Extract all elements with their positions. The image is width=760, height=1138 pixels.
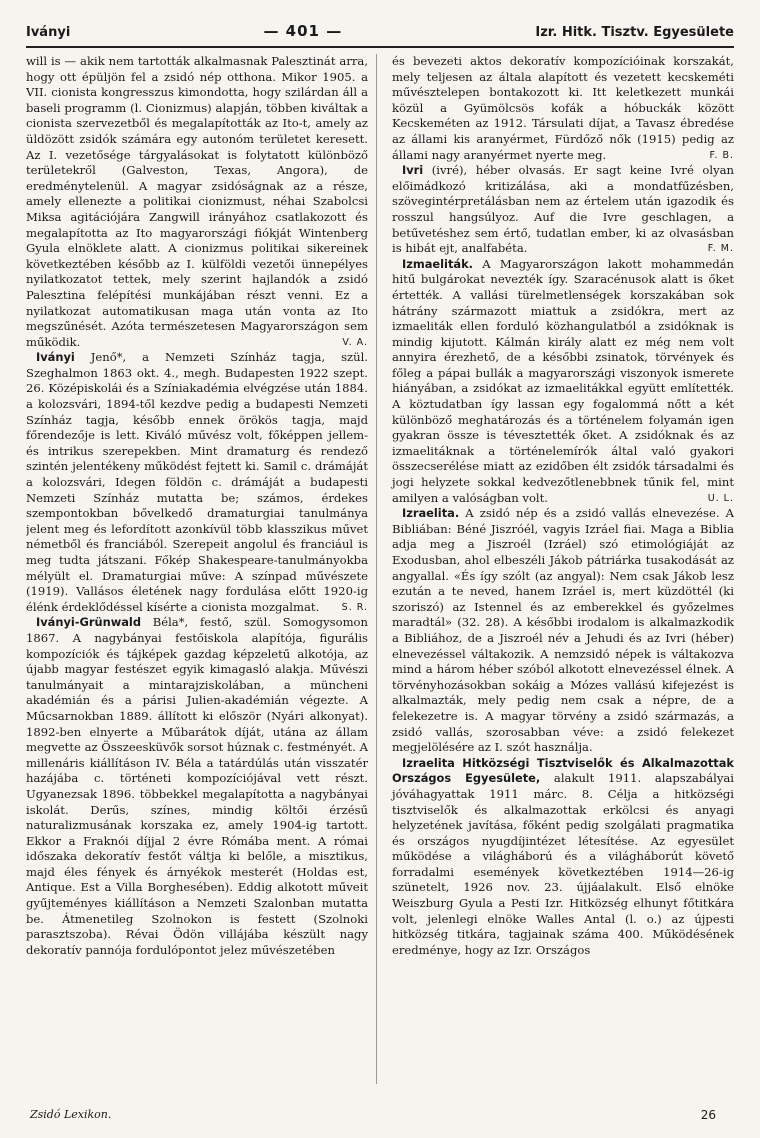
header-rule xyxy=(26,46,734,48)
running-header xyxy=(26,22,734,44)
entry-headword: Izraelita Hitközségi Tisztviselők és Alkalmazottak Országos Egyesülete, xyxy=(392,755,734,786)
header-page-number: — 401 — xyxy=(263,22,343,40)
entry-ivri: Ivri (ivré), héber olvasás. Er sagt keine Ivré olyan előimádkozó kritizálása, aki a mondatfűzésben, szövegintérpretálásban nem az értelem után igazodik és rosszul hangsúlyoz. Auf die Ivre geschlagen, a betűvetéshez sem értő, tudatlan ember, ki az olvasásban is hibát ejt, analfabéta. F. M. xyxy=(392,163,734,256)
entry-signature: F. B. xyxy=(709,149,734,161)
entry-izr-hitkozsegi-egyesulet: Izraelita Hitközségi Tisztviselők és Alkalmazottak Országos Egyesülete, alakult 1911. alapszabályai jóváhagyattak 1911 márc. 8. Célja a hitközségi tisztviselők és alkalmazottak erkölcsi és anyagi helyzetének javítása, főként pedig szolgálati pragmatika és országos nyugdíjintézet létesítése. Az egyesület működése a világháború és a világháborút követő forradalmi események következtében 1914—26-ig szünetelt, 1926 nov. 23. újjáalakult. Első elnöke Weiszburg Gyula a Pesti Izr. Hitközség elhunyt főtitkára volt, jelenlegi elnöke Walles Antal (l. o.) az újpesti hitközség titkára, tagjainak száma 400. Működésének eredménye, hogy az Izr. Országos xyxy=(392,755,734,957)
entry-ito-continued: will is — akik nem tartották alkalmasnak Palesztinát arra, hogy ott épüljön fel a zsidó nép otthona. Mikor 1905. a VII. cionista kongresszus kimondotta, hogy szilárdan áll a baseli programm (l. Cionizmus) alapján, többen kiváltak a cionista szervezetből és megalapították az Ito-t, amely az üldözött zsidók számára egy autonóm területet keresett. Az I. vezetősége tárgyalásokat is folytatott különböző területekről (Galveston, Texas, Angora), de eredménytelenül. A magyar zsidóságnak az a része, amely ellenezte a politikai cionizmust, néhai Szabolcsi Miksa agitációjára Zangwill irányához csatlakozott és megalapította az Ito magyarországi fiókját Wintenberg Gyula elnöklete alatt. A cionizmus politikai sikereinek következtében később az I. külföldi vezetői ünnepélyes nyilatkozatot tettek, mely szerint hajlandók a zsidó Palesztina felépítési munkájában részt venni. Ez a nyilatkozat automatikusan maga után vonta az Ito megszűnését. Azóta természetesen Magyarországon sem működik. V. A. xyxy=(26,54,368,349)
entry-signature: V. A. xyxy=(342,336,368,348)
text-columns xyxy=(26,54,734,1084)
footer-title: Zsidó Lexikon. xyxy=(30,1108,112,1121)
entry-headword: Iványi xyxy=(36,350,75,365)
entry-signature: F. M. xyxy=(707,243,734,255)
entry-headword: Izmaeliták. xyxy=(402,256,473,271)
entry-signature: U. L. xyxy=(707,492,734,504)
header-left-headword: Iványi xyxy=(26,25,71,40)
entry-izmaelitak: Izmaeliták. A Magyarországon lakott mohammedán hitű bulgárokat nevezték így. Szaracénusok alatt is őket értették. A vallási türelmetlenségek korszakában sok hátrány származott miattuk a zsidókra, mert az izmaeliták ellen forduló közhangulatból a zsidóknak is mindig kijutott. Kálmán király alatt ez még nem volt annyira érezhető, de a későbbi zsinatok, törvények és főleg a pápai bullák a magyarországi viszonyok ismerete hiányában, a zsidókat az izmaelitákkal együtt említették. A köztudatban így lassan egy fogalommá nőtt a két különböző meghatározás és a történelem folyamán igen gyakran össze is tévesztették őket. A zsidóknak és az izmaelitáknak a történelemírók által való gyakori összecserélése miatt az ezidőben élt zsidók társadalmi és jogi helyzete sokkal kedvezőtlenebbnek tűnik fel, mint amilyen a valóságban volt. U. L. xyxy=(392,256,734,505)
entry-izraelita: Izraelita. A zsidó nép és a zsidó vallás elnevezése. A Bibliában: Béné Jiszróél, vagyis Izráel fiai. Maga a Biblia adja meg a Jiszroél (Izráel) szó etimológiáját az Exodusban, ahol elbeszéli Jákob pátriárka tusakodását az angyallal. «És így szólt (az angyal): Nem csak Jákob lesz ezután a te neved, hanem Izráel is, mert küzdöttél (ki szoriszó) az Istennel és az emberekkel és győzelmes maradtál» (32. 28). A későbbi irodalom is alkalmazkodik a Bibliához, de a Jiszroél név a Jehudi és az Ivri (héber) elnevezéssel váltakozik. A nemzsidó népek is váltakozva mind a három héber szóból alkotott elnevezéssel élnek. A törvényhozásokban sokáig a Mózes vallású kifejezést is alkalmazták, mely pedig nem csak a népre, de a felekezetre is. A magyar törvény a zsidó származás, a zsidó vallás, szorosabban véve: a zsidó felekezet megjelölésére az I. szót használja. xyxy=(392,506,734,755)
entry-signature: S. R. xyxy=(341,601,368,613)
footer-sheet-number: 26 xyxy=(700,1108,716,1122)
entry-headword: Izraelita. xyxy=(402,506,460,521)
right-column xyxy=(388,54,734,1084)
left-column xyxy=(26,54,377,1084)
entry-ivanyi-grunwald-continued: és bevezeti aktos dekoratív kompozícióinak korszakát, mely teljesen az általa alapított és vezetett kecskeméti művésztelepen bontakozott ki. Itt keletkezett munkái közül a Gyümölcsös kofák a hóbuckák között Kecskeméten az 1912. Társulati díjat, a Tavasz ébredése az állami kis aranyérmet, Fürdőző nők (1915) pedig az állami nagy aranyérmet nyerte meg. F. B. xyxy=(392,54,734,162)
entry-headword: Iványi-Grünwald xyxy=(36,615,141,630)
header-right-headword: Izr. Hitk. Tisztv. Egyesülete xyxy=(535,25,734,40)
page-footer xyxy=(30,1108,716,1122)
entry-headword: Ivri xyxy=(402,163,424,178)
entry-ivanyi-jeno: Iványi Jenő*, a Nemzeti Színház tagja, szül. Szeghalmon 1863 okt. 4., megh. Budapesten 1922 szept. 26. Középiskolái és a Színiakadémia elvégzése után 1884. a kolozsvári, 1894-től kezdve pedig a budapesti Nemzeti Színház tagja, később ennek örökös tagja, majd főrendezője is lett. Kiváló művész volt, főképpen jellem- és intrikus szerepekben. Mint dramaturg és rendező szintén jelentékeny működést fejtett ki. Samil c. drámáját a kolozsvári, Idegen földön c. drámáját a budapesti Nemzeti Színház mutatta be; számos, érdekes szempontokban bővelkedő dramaturgiai tanulmánya jelent meg és lefordított azonkívül több klasszikus művet németből és franciából. Szerepeit angolul és franciául is meg tudta játszani. Főkép Shakespeare-tanulmányokba mélyült el. Dramaturgiai műve: A színpad művészete (1919). Vallásos életének nagy fordulása előtt 1920-ig élénk érdeklődéssel kísérte a cionista mozgalmat. S. R. xyxy=(26,350,368,614)
entry-ivanyi-grunwald: Iványi-Grünwald Béla*, festő, szül. Somogysomon 1867. A nagybányai festőiskola alapítója, figurális kompozíciók és tájképek gazdag képzeletű alkotója, az újabb magyar festészet egyik kimagasló alakja. Művészi tanulmányait a mintarajziskolában, a müncheni akadémián és a párisi Julien-akadémián végezte. A Műcsarnokban 1889. állított ki először (Nyári alkonyat). 1892-ben elnyerte a Műbarátok díját, utána az állam megvette az Összeesküvők sorsot húznak c. festményét. A millenáris kiállításon IV. Béla a tatárdúlás után visszatér hazájába c. történeti kompozíciójával vett részt. Ugyanezsak 1896. többekkel megalapította a nagybányai iskolát. Derűs, színes, mindig költői érzésű naturalizmusának korszaka ez, amely 1904-ig tartott. Ekkor a Fraknói díjjal 2 évre Rómába ment. A római időszaka dekoratív festőt váltja ki belőle, a misztikus, majd éles fények és árnyékok mesterét (Holdas est, Antique. Est a Villa Borghesében). Eddig alkotott műveit gyűjteményes kiállításon a Nemzeti Szalonban mutatta be. Átmenetileg Szolnokon is festett (Szolnoki parasztszoba). Révai Ödön villájába készült nagy dekoratív pannója fordulópontot jelez művészetében xyxy=(26,615,369,957)
